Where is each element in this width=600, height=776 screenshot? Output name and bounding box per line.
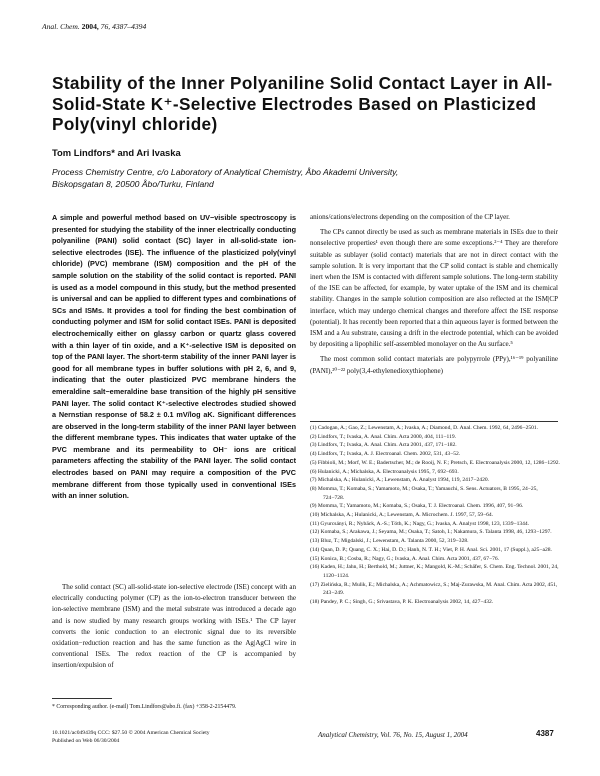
reference-item: (6) Hulanicki, A.; Michalska, A. Electroanalysis 1995, 7, 692−693. (310, 468, 459, 475)
article-title: Stability of the Inner Polyaniline Solid Contact Layer in All-Solid-State K⁺-Selective Electrodes Based on Plasticized Poly(vinyl chloride) (52, 73, 553, 134)
introduction-text: The solid contact (SC) all-solid-state ion-selective electrode (ISE) concept with an electrically conducting polymer (CP) as the ion-to-electron transducer between the ion-selective membrane (ISM) and the metal substrate was introduced a decade ago and is now studied by many research groups working with ISEs.¹ The CP layer converts the ionic conduction to an electronic signal due to its reversible oxidation−reduction reaction and has the same function as the Ag|AgCl wire in conventional ISEs. The redox reaction of the CP is accompanied by insertion/expulsion of (52, 583, 296, 670)
reference-item: (7) Michalska, A.; Hulanicki, A.; Lewenstam, A. Analyst 1994, 119, 2417−2420. (310, 477, 490, 484)
corresponding-author-footnote: * Corresponding author. (e-mail) Tom.Lindfors@abo.fi. (fax) +358-2-2154479. (52, 704, 237, 710)
footer-journal: Analytical Chemistry, Vol. 76, No. 15, August 1, 2004 (318, 731, 468, 739)
right-paragraph-2: The CPs cannot directly be used as such as membrane materials in ISEs due to their nonselective properties¹ even though there are some exceptions.²⁻⁴ They are therefore suitable as sublayer (solid contact) materials that are not in direct contact with the sample solution. It is very important that the CP solid contact is stable and chemically inert when the ISM is contacted with different sample solutions. The long-term stability of the ISE can be affected, for example, by water uptake of the ISM and its chemical stability. Changes in the sample solution composition are also reflected at the ISM|CP interface, which may undergo chemical changes and therefore affect the ISE response (potential). It has recently been reported that a thin aqueous layer is formed between the ISM and a Au substrate, causing a drift in the electrode potential, which can be avoided by depositing a lipophilic self-assembled monolayer on the Au surface.⁵ (310, 228, 558, 349)
right-paragraph-3: The most common solid contact materials are polypyrrole (PPy),¹⁶⁻¹⁹ polyaniline (PANI),²⁰⁻²² poly(3,4-ethylenedioxythiophene) (310, 355, 558, 375)
reference-item: (11) Gyurcsányi, R.; Nybäck, A.-S.; Tóth, K.; Nagy, G.; Ivaska, A. Analyst 1998, 123, 1339−1344. (310, 520, 530, 527)
doi-line: 10.1021/ac049439q CCC: $27.50 © 2004 American Chemical Society (52, 730, 210, 736)
reference-item: (9) Momma, T.; Yamamoto, M.; Komaba, S.; Osaka, T. J. Electroanal. Chem. 1996, 407, 91−96. (310, 503, 524, 510)
affiliation: Process Chemistry Centre, c/o Laboratory of Analytical Chemistry, Åbo Akademi University, Biskopsgatan 8, 20500 Åbo/Turku, Finland (52, 167, 399, 189)
published-line: Published on Web 06/30/2004 (52, 738, 120, 745)
footnote-divider (52, 698, 112, 699)
reference-item: (12) Komaba, S.; Arakawa, J.; Seyama, M.; Osaka, T.; Satoh, I.; Nakamura, S. Talanta 1998, 46, 1293−1297. (310, 529, 552, 536)
reference-item: (5) Fibbioli, M.; Morf, W. E.; Badertscher, M.; de Rooij, N. F.; Pretsch, E. Electroanalysis 2000, 12, 1286−1292. (310, 459, 560, 466)
journal-citation (42, 22, 146, 31)
reference-item: (1) Cadogan, A.; Gao, Z.; Lewenstam, A.; Ivaska, A.; Diamond, D. Anal. Chem. 1992, 64, 2496−2501. (310, 425, 539, 431)
reference-item: (8) Momma, T.; Komaba, S.; Yamamoto, M.; Osaka, T.; Yamauchi, S. Sens. Actuators, B 1995, 24−25, 724−728. (310, 485, 538, 501)
journal-name: Anal. Chem. (42, 22, 80, 31)
right-column-text (310, 212, 558, 381)
reference-item: (18) Pandey, P. C.; Singh, G.; Srivastava, P. K. Electroanalysis 2002, 14, 427−432. (310, 599, 494, 606)
reference-item: (17) Zielińska, R.; Mulik, E.; Michalska, A.; Achmatowicz, S.; Maj-Zurawska, M. Anal. Chim. Acta 2002, 451, 243−249. (310, 581, 558, 597)
journal-pages: 4387–4394 (112, 22, 147, 31)
reference-item: (10) Michalska, A.; Hulanicki, A.; Lewenstam, A. Microchem. J. 1997, 57, 59−64. (310, 512, 494, 519)
journal-volume: 76, (100, 22, 111, 31)
reference-item: (13) Bluz, T.; Migdalski, J.; Lewenstam, A. Talanta 2000, 52, 319−328. (310, 538, 469, 545)
reference-list (310, 424, 560, 607)
references-divider (310, 421, 558, 422)
reference-item: (15) Konica, B.; Cosba, R.; Nagy, G.; Ivaska, A. Anal. Chim. Acta 2001, 437, 67−76. (310, 555, 500, 562)
reference-item: (3) Lindfors, T.; Ivaska, A. Anal. Chim. Acta 2001, 437, 171−182. (310, 442, 457, 449)
abstract: A simple and powerful method based on UV−visible spectroscopy is presented for studying the stability of the inner electrically conducting polyaniline (PANI) solid contact (SC) layer in all-solid-state ion-selective electrodes (ISE). The influence of the plasticized poly(vinyl chloride) (PVC) membrane (ISM) composition and the pH of the sample solution on the stability of the solid contact is reported. PANI is used as a model compound in this study, but the method presented is universal and can be applied to different types and combinations of SCs and ISMs. It provides a tool for finding the best combination of conducting polymer and ISM for solid contact ISEs. PANI is deposited electrochemically either on glassy carbon or quartz glass covered with a thin layer of tin oxide, and a K⁺-selective ISM is deposited on top of the PANI layer. The short-term stability of the inner PANI layer is good for all membrane types in buffer solutions with pH 2, 6, and 9, indicating that the outer plasticized PVC membrane hinders the emeraldine salt−emeraldine base transition of the highly pH sensitive PANI layer. The solid contact K⁺-selective electrodes studied showed a Nernstian response of 58.2 ± 0.1 mV/log aK. Significant differences are observed in the long-term stability of the inner PANI layer between the different membrane types. This indicates that water uptake of the PVC membrane and its permeability to OH⁻ ions are critical parameters affecting the stability of the PANI layer. The solid contact electrodes based on PANI may require a composition of the PVC membrane different from those typically used in conventional ISEs with an inner solution. (52, 213, 296, 501)
reference-item: (4) Lindfors, T.; Ivaska, A. J. Electroanal. Chem. 2002, 531, 43−52. (310, 451, 461, 458)
reference-item: (16) Kaden, H.; Jahn, H.; Berthold, M.; Juttner, K.; Mangold, K.-M.; Schäfer, S. Chem. Eng. Technol. 2001, 24, 1120−1124. (310, 564, 559, 579)
page-number: 4387 (536, 729, 554, 738)
reference-item: (2) Lindfors, T.; Ivaska, A. Anal. Chim. Acta 2000, 404, 111−119. (310, 433, 457, 440)
reference-item: (14) Quan, D. P.; Quang, C. X.; Hai, D. D.; Hanh, N. T. H.; Viet, P. H. Anal. Sci. 2001, 17 (Suppl.), a25−a28. (310, 546, 552, 553)
journal-year: 2004, (81, 22, 99, 31)
publication-info (52, 729, 210, 746)
right-paragraph-1: anions/cations/electrons depending on the composition of the CP layer. (310, 213, 510, 221)
authors: Tom Lindfors* and Ari Ivaska (52, 147, 181, 158)
